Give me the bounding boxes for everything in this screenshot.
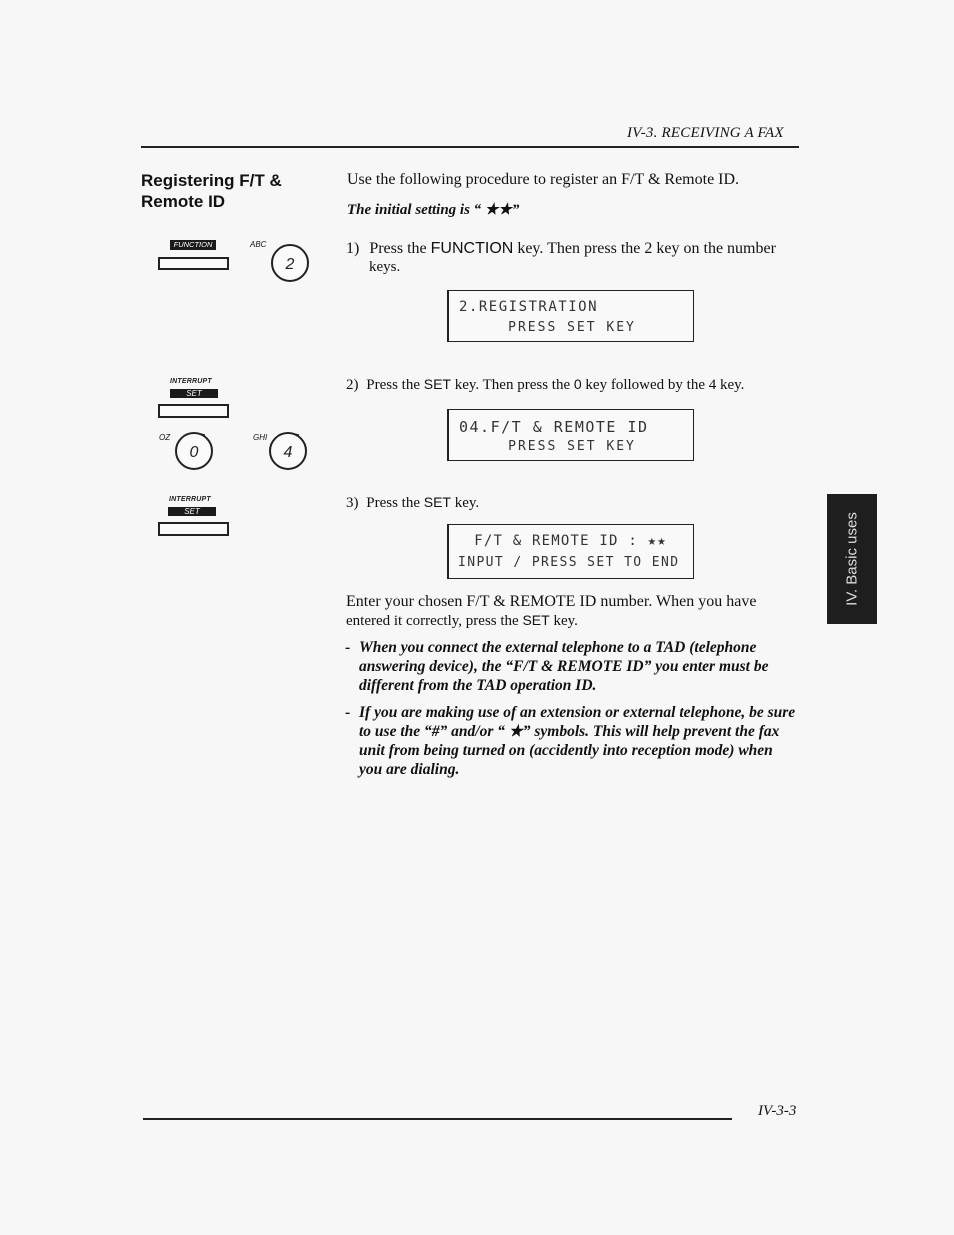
interrupt-label-2: INTERRUPT (169, 496, 211, 503)
lcd-display-3 (447, 524, 694, 579)
step-2-text-b: key. Then press the (450, 377, 574, 393)
svg-text:2: 2 (285, 256, 295, 273)
body-line-2a: entered it correctly, press the (346, 613, 523, 629)
step-1-key: FUNCTION (430, 240, 514, 257)
key-0-icon (172, 428, 218, 474)
note-1-text: When you connect the external telephone to a TAD (telephone answering device), the “F/T & REMOTE ID” you enter must be different from the TAD operation ID. (359, 639, 769, 694)
lcd-display-2 (447, 409, 694, 461)
step-3-text-b: key. (450, 495, 480, 511)
key-4-illustration (266, 428, 312, 474)
step-1-continuation: keys. (369, 259, 401, 275)
body-line-1: Enter your chosen F/T & REMOTE ID number. When you have (346, 593, 757, 610)
key-0-illustration (172, 428, 218, 474)
lcd-display-1 (447, 290, 694, 342)
footer-rule (143, 1118, 732, 1120)
lcd-2-line-1: 04.F/T & REMOTE ID (459, 418, 649, 436)
step-1-text-a: Press the (369, 240, 431, 257)
svg-text:0: 0 (189, 444, 199, 461)
lcd-1-line-2: PRESS SET KEY (459, 320, 636, 335)
interrupt-label: INTERRUPT (170, 378, 212, 385)
note-2-dash: - (345, 704, 351, 721)
function-key (158, 257, 229, 270)
svg-text:4: 4 (283, 444, 293, 461)
key-2-letters: ABC (250, 240, 267, 249)
note-2-text: If you are making use of an extension or external telephone, be sure to use the “#” and/or “ ★” symbols. This will help prevent the fax unit from being turned on (accidently into reception mode) when you are dialing. (359, 704, 796, 778)
function-key-tag: FUNCTION (170, 240, 216, 250)
key-4-letters: GHI (253, 433, 268, 442)
initial-setting: The initial setting is “ ★★” (347, 202, 520, 218)
step-3-key: SET (423, 494, 451, 510)
note-1 (345, 638, 805, 698)
function-key-illustration (158, 240, 230, 272)
key-2-illustration (268, 240, 314, 286)
section-title: Registering F/T & Remote ID (141, 171, 282, 211)
side-tab-label: IV. Basic uses (843, 512, 861, 606)
lcd-3-line-2: INPUT / PRESS SET TO END (458, 555, 680, 570)
body-line-2b: key. (549, 613, 578, 629)
set-key-tag: SET (170, 389, 218, 398)
key-2-icon (268, 240, 314, 286)
set-key (158, 404, 229, 418)
body-key-set: SET (522, 612, 550, 628)
step-2-key-set: SET (423, 376, 451, 392)
step-3-number: 3) (346, 495, 359, 511)
step-2-key-0: 0 (573, 376, 582, 392)
running-head: IV-3. RECEIVING A FAX (627, 125, 784, 141)
header-rule (141, 146, 799, 148)
step-1-number: 1) (346, 240, 360, 257)
step-2-text-a: Press the (366, 377, 424, 393)
lcd-1-line-1: 2.REGISTRATION (459, 299, 599, 315)
page-number: IV-3-3 (758, 1103, 797, 1119)
step-1 (346, 239, 806, 258)
step-2 (346, 375, 806, 395)
step-2-text-c: key followed by the 4 key. (581, 377, 745, 393)
chapter-side-tab (827, 494, 877, 624)
note-2 (345, 703, 805, 783)
body-paragraph (346, 592, 801, 631)
step-3-text-a: Press the (366, 495, 424, 511)
step-3 (346, 493, 479, 513)
lcd-2-line-2: PRESS SET KEY (459, 439, 636, 454)
set-key-2 (158, 522, 229, 536)
lcd-3-line-1: F/T & REMOTE ID : ★★ (455, 533, 667, 549)
set-key-tag-2: SET (168, 507, 216, 516)
step-2-number: 2) (346, 377, 359, 393)
intro-text: Use the following procedure to register an F/T & Remote ID. (347, 171, 740, 188)
body-line-2 (346, 611, 801, 631)
note-1-dash: - (345, 639, 351, 656)
key-0-letters: OZ (159, 433, 171, 442)
key-4-icon (266, 428, 312, 474)
step-1-text-b: key. Then press the 2 key on the number (513, 240, 776, 257)
